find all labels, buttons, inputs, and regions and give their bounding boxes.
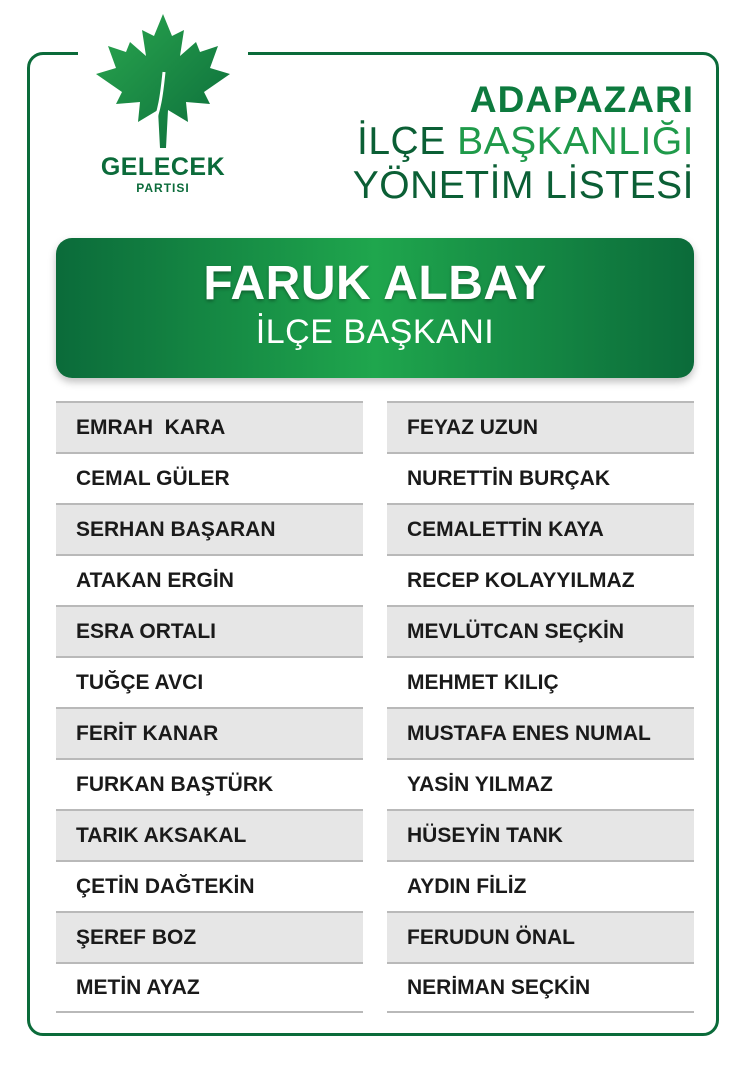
list-item: ŞEREF BOZ [56, 911, 363, 962]
list-item: FERİT KANAR [56, 707, 363, 758]
list-item: TARIK AKSAKAL [56, 809, 363, 860]
list-item: MEHMET KILIÇ [387, 656, 694, 707]
list-item: MEVLÜTCAN SEÇKİN [387, 605, 694, 656]
logo-subtitle: PARTISI [136, 181, 190, 195]
maple-leaf-icon [92, 12, 234, 152]
list-item: SERHAN BAŞARAN [56, 503, 363, 554]
list-item: AYDIN FİLİZ [387, 860, 694, 911]
list-item: CEMAL GÜLER [56, 452, 363, 503]
list-item: EMRAH KARA [56, 401, 363, 452]
poster-heading [353, 80, 694, 208]
list-item: NERİMAN SEÇKİN [387, 962, 694, 1013]
heading-district: ADAPAZARI [469, 79, 694, 120]
chairman-banner [56, 238, 694, 378]
list-item: ESRA ORTALI [56, 605, 363, 656]
list-item: FERUDUN ÖNAL [387, 911, 694, 962]
heading-line2-a: İLÇE [357, 120, 458, 163]
list-item: CEMALETTİN KAYA [387, 503, 694, 554]
list-item: FURKAN BAŞTÜRK [56, 758, 363, 809]
heading-line3: YÖNETİM LİSTESİ [352, 164, 694, 207]
list-item: MUSTAFA ENES NUMAL [387, 707, 694, 758]
logo-name: GELECEK [100, 153, 226, 181]
members-left-column [56, 401, 363, 1013]
list-item: YASİN YILMAZ [387, 758, 694, 809]
party-logo [78, 8, 248, 214]
members-right-column [387, 401, 694, 1013]
list-item: RECEP KOLAYYILMAZ [387, 554, 694, 605]
heading-line2 [353, 120, 694, 164]
chairman-role: İLÇE BAŞKANI [255, 313, 495, 351]
list-item: ATAKAN ERGİN [56, 554, 363, 605]
heading-line2-b: BAŞKANLIĞI [457, 120, 694, 163]
list-item: METİN AYAZ [56, 962, 363, 1013]
list-item: FEYAZ UZUN [387, 401, 694, 452]
list-item: TUĞÇE AVCI [56, 656, 363, 707]
list-item: NURETTİN BURÇAK [387, 452, 694, 503]
list-item: HÜSEYİN TANK [387, 809, 694, 860]
list-item: ÇETİN DAĞTEKİN [56, 860, 363, 911]
chairman-name: FARUK ALBAY [203, 257, 547, 310]
